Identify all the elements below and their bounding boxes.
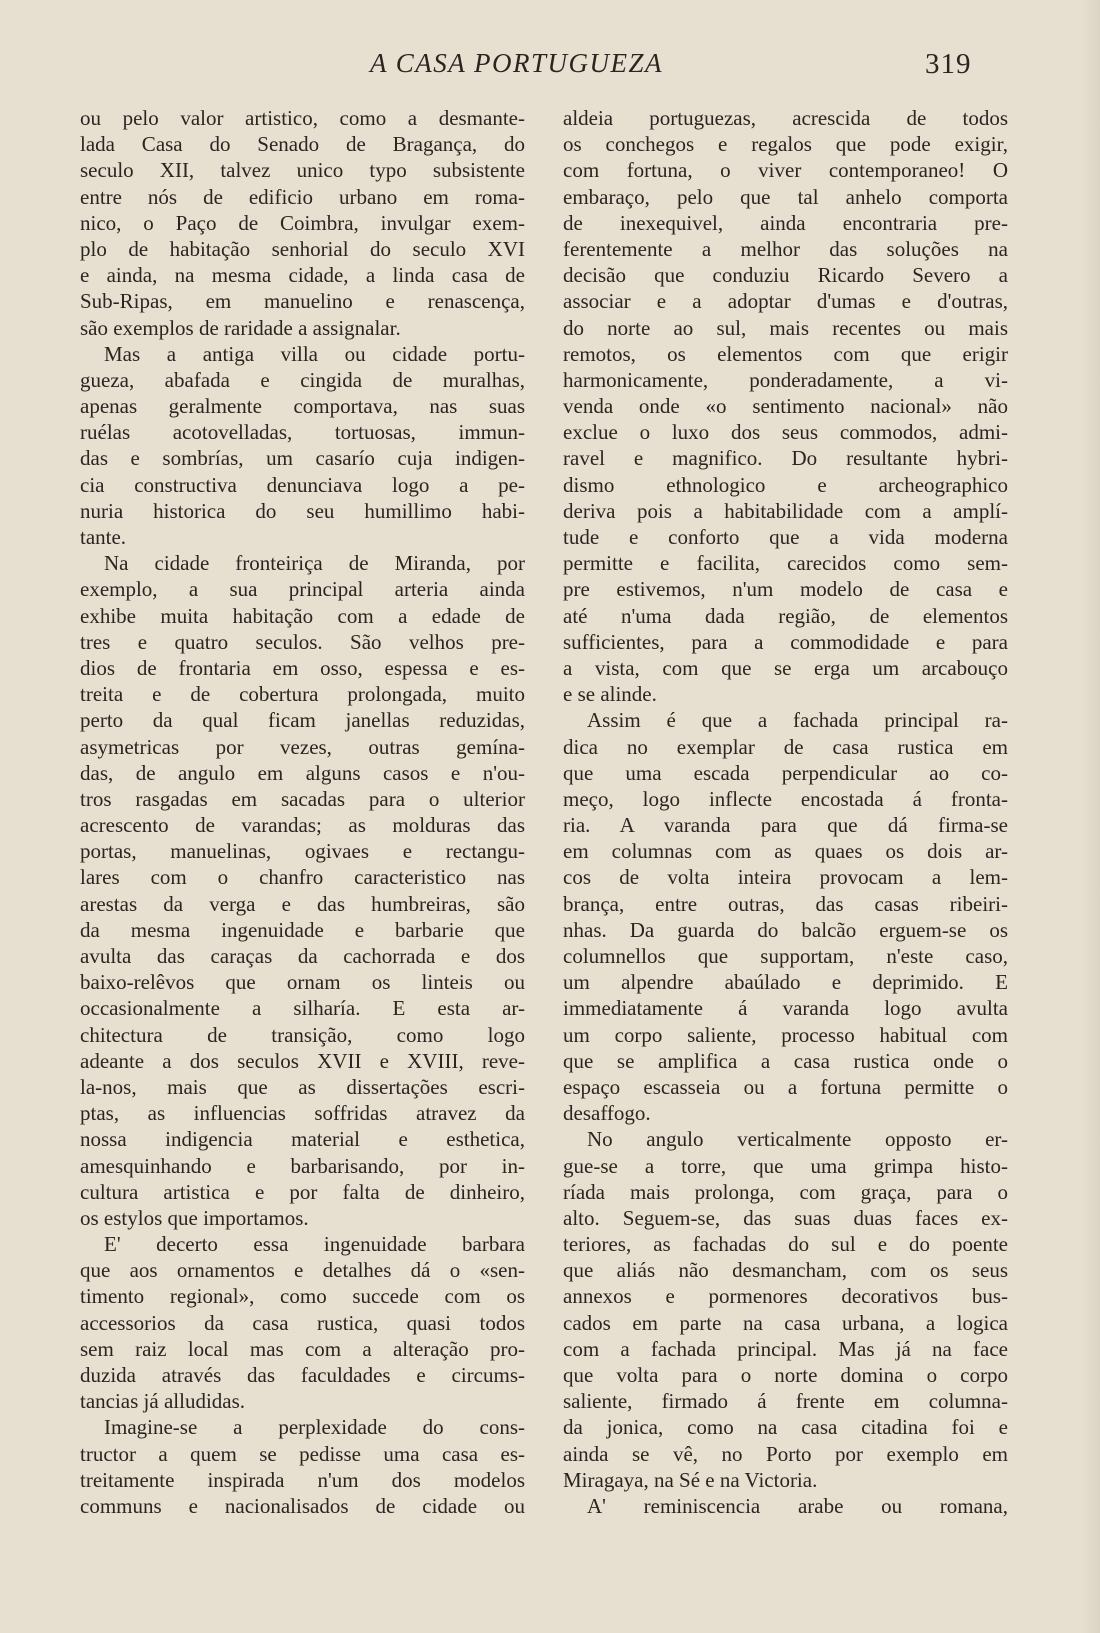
text-line: nossa indigencia material e esthetica, — [80, 1127, 525, 1152]
text-line: meço, logo inflecte encostada á fronta- — [563, 786, 1008, 811]
text-line: arestas da verga e das humbreiras, são — [80, 891, 525, 916]
text-line: alto. Seguem-se, das suas duas faces ex- — [563, 1205, 1008, 1230]
text-line: um corpo saliente, processo habitual com — [563, 1022, 1008, 1047]
text-line: das, de angulo em alguns casos e n'ou- — [80, 760, 525, 785]
text-line: remotos, os elementos com que erigir — [563, 341, 1008, 366]
text-line: ainda se vê, no Porto por exemplo em — [563, 1441, 1008, 1466]
text-line: Imagine-se a perplexidade do cons- — [104, 1415, 525, 1440]
text-line: desaffogo. — [563, 1101, 651, 1126]
text-line: Miragaya, na Sé e na Victoria. — [563, 1467, 818, 1492]
text-line: com fortuna, o viver contemporaneo! O — [563, 158, 1008, 183]
text-line: E' decerto essa ingenuidade barbara — [104, 1232, 525, 1257]
text-line: annexos e pormenores decorativos bus- — [563, 1284, 1008, 1309]
text-line: exhibe muita habitação com a edade de — [80, 603, 525, 628]
text-line: nuria historica do seu humillimo habi- — [80, 498, 525, 523]
text-line: cos de volta inteira provocam a lem- — [563, 865, 1008, 890]
text-line: e se alinde. — [563, 682, 657, 707]
text-line: que aliás não desmancham, com os seus — [563, 1258, 1008, 1283]
text-line: accessorios da casa rustica, quasi todos — [80, 1310, 525, 1335]
text-line: chitectura de transição, como logo — [80, 1022, 525, 1047]
text-line: brança, entre outras, das casas ribeiri- — [563, 891, 1008, 916]
text-line: Assim é que a fachada principal ra- — [587, 708, 1008, 733]
text-line: baixo-relêvos que ornam os linteis ou — [80, 970, 525, 995]
text-line: dismo ethnologico e archeographico — [563, 472, 1008, 497]
text-line: tude e conforto que a vida moderna — [563, 525, 1008, 549]
text-line: treita e de cobertura prolongada, muito — [80, 682, 525, 707]
text-line: duzida através das faculdades e circums- — [80, 1363, 525, 1387]
text-line: A' reminiscencia arabe ou romana, — [587, 1493, 1008, 1518]
text-line: sem raiz local mas com a alteração pro- — [80, 1336, 525, 1361]
text-line: apenas geralmente comportava, nas suas — [80, 394, 525, 419]
text-line: gueza, abafada e cingida de muralhas, — [80, 367, 525, 392]
text-line: embaraço, pelo que tal anhelo comporta — [563, 184, 1008, 209]
text-line: tante. — [80, 525, 127, 549]
text-line: No angulo verticalmente opposto er- — [587, 1127, 1008, 1152]
text-line: de inexequivel, ainda encontraria pre- — [563, 210, 1008, 235]
text-line: Sub-Ripas, em manuelino e renascença, — [80, 289, 525, 314]
text-line: ferentemente a melhor das soluções na — [563, 236, 1008, 261]
page-number: 319 — [925, 48, 972, 80]
text-line: Na cidade fronteiriça de Miranda, por — [104, 551, 525, 576]
text-line: até n'uma dada região, de elementos — [563, 603, 1008, 628]
text-line: associar e a adoptar d'umas e d'outras, — [563, 289, 1008, 314]
text-line: asymetricas por vezes, outras gemína- — [80, 734, 525, 759]
text-line: occasionalmente a silharía. E esta ar- — [80, 996, 525, 1021]
text-line: entre nós de edificio urbano em roma- — [80, 184, 525, 209]
running-head — [0, 44, 1100, 84]
text-line: lada Casa do Senado de Bragança, do — [80, 132, 525, 157]
text-line: exclue o luxo dos seus commodos, admi- — [563, 420, 1008, 445]
text-line: tres e quatro seculos. São velhos pre- — [80, 629, 525, 654]
text-line: dios de frontaria em osso, espessa e es- — [80, 655, 525, 680]
text-line: espaço escasseia ou a fortuna permitte o — [563, 1074, 1008, 1099]
text-line: com a fachada principal. Mas já na face — [563, 1336, 1008, 1361]
text-line: que se amplifica a casa rustica onde o — [563, 1048, 1008, 1073]
text-line: perto da qual ficam janellas reduzidas, — [80, 708, 525, 733]
text-line: venda onde «o sentimento nacional» não — [563, 394, 1008, 419]
text-line: ravel e magnifico. Do resultante hybri- — [563, 446, 1008, 471]
text-line: da jonica, como na casa citadina foi e — [563, 1415, 1008, 1440]
text-line: e ainda, na mesma cidade, a linda casa de — [80, 263, 525, 288]
text-line: que aos ornamentos e detalhes dá o «sen- — [80, 1258, 525, 1283]
text-line: sufficientes, para a commodidade e para — [563, 629, 1008, 654]
text-line: um alpendre abaúlado e deprimido. E — [563, 970, 1008, 995]
text-line: teriores, as fachadas do sul e do poente — [563, 1232, 1008, 1257]
text-line: acrescento de varandas; as molduras das — [80, 813, 525, 838]
text-line: aldeia portuguezas, acrescida de todos — [563, 106, 1008, 130]
text-column-left — [80, 105, 525, 1519]
text-line: pre estivemos, n'um modelo de casa e — [563, 577, 1008, 602]
running-title: A CASA PORTUGUEZA — [370, 48, 664, 78]
page-edge-shadow — [1080, 0, 1100, 1633]
text-line: tros rasgadas em sacadas para o ulterior — [80, 786, 525, 811]
text-line: que volta para o norte domina o corpo — [563, 1363, 1008, 1387]
text-line: os estylos que importamos. — [80, 1205, 309, 1230]
text-line: portas, manuelinas, ogivaes e rectangu- — [80, 839, 525, 864]
text-line: do norte ao sul, mais recentes ou mais — [563, 315, 1008, 340]
text-line: columnellos que supportam, n'este caso, — [563, 944, 1008, 968]
text-line: amesquinhando e barbarisando, por in- — [80, 1153, 525, 1178]
text-line: permitte e facilita, carecidos como sem- — [563, 551, 1008, 576]
text-line: plo de habitação senhorial do seculo XVI — [80, 236, 525, 261]
text-line: os conchegos e regalos que pode exigir, — [563, 132, 1008, 157]
text-line: ruélas acotovelladas, tortuosas, immun- — [80, 420, 525, 445]
text-line: cados em parte na casa urbana, a logica — [563, 1310, 1008, 1335]
text-line: cultura artistica e por falta de dinheiro, — [80, 1179, 525, 1204]
text-line: que uma escada perpendicular ao co- — [563, 760, 1008, 785]
text-line: em columnas com as quaes os dois ar- — [563, 839, 1008, 864]
text-line: Mas a antiga villa ou cidade portu- — [104, 341, 525, 366]
text-line: ríada mais prolonga, com graça, para o — [563, 1179, 1008, 1204]
text-line: cia constructiva denunciava logo a pe- — [80, 472, 525, 497]
text-line: tancias já alludidas. — [80, 1389, 246, 1414]
text-line: saliente, firmado á frente em columna- — [563, 1389, 1008, 1414]
text-line: ou pelo valor artistico, como a desmante- — [80, 106, 525, 130]
text-line: treitamente inspirada n'um dos modelos — [80, 1467, 525, 1492]
text-line: communs e nacionalisados de cidade ou — [80, 1493, 525, 1518]
text-line: exemplo, a sua principal arteria ainda — [80, 577, 525, 602]
text-line: immediatamente á varanda logo avulta — [563, 996, 1008, 1021]
text-line: tructor a quem se pedisse uma casa es- — [80, 1441, 525, 1466]
text-line: timento regional», como succede com os — [80, 1284, 525, 1309]
text-line: dica no exemplar de casa rustica em — [563, 734, 1008, 759]
text-line: nhas. Da guarda do balcão erguem-se os — [563, 917, 1008, 942]
text-line: deriva pois a habitabilidade com a amplí- — [563, 498, 1008, 523]
text-line: da mesma ingenuidade e barbarie que — [80, 917, 525, 942]
text-line: decisão que conduziu Ricardo Severo a — [563, 263, 1008, 288]
text-line: ria. A varanda para que dá firma-se — [563, 813, 1008, 838]
text-line: lares com o chanfro caracteristico nas — [80, 865, 525, 890]
text-line: avulta das caraças da cachorrada e dos — [80, 944, 525, 968]
text-line: harmonicamente, ponderadamente, a vi- — [563, 367, 1008, 392]
text-line: ptas, as influencias soffridas atravez da — [80, 1101, 525, 1126]
text-column-right — [563, 105, 1008, 1519]
text-line: seculo XII, talvez unico typo subsistente — [80, 158, 525, 183]
text-line: das e sombrías, um casarío cuja indigen- — [80, 446, 525, 471]
text-line: a vista, com que se erga um arcabouço — [563, 655, 1008, 680]
text-line: nico, o Paço de Coimbra, invulgar exem- — [80, 210, 525, 235]
text-line: adeante a dos seculos XVII e XVIII, reve- — [80, 1048, 525, 1073]
text-line: la-nos, mais que as dissertações escri- — [80, 1074, 525, 1099]
text-line: gue-se a torre, que uma grimpa histo- — [563, 1153, 1008, 1178]
text-line: são exemplos de raridade a assignalar. — [80, 315, 401, 340]
